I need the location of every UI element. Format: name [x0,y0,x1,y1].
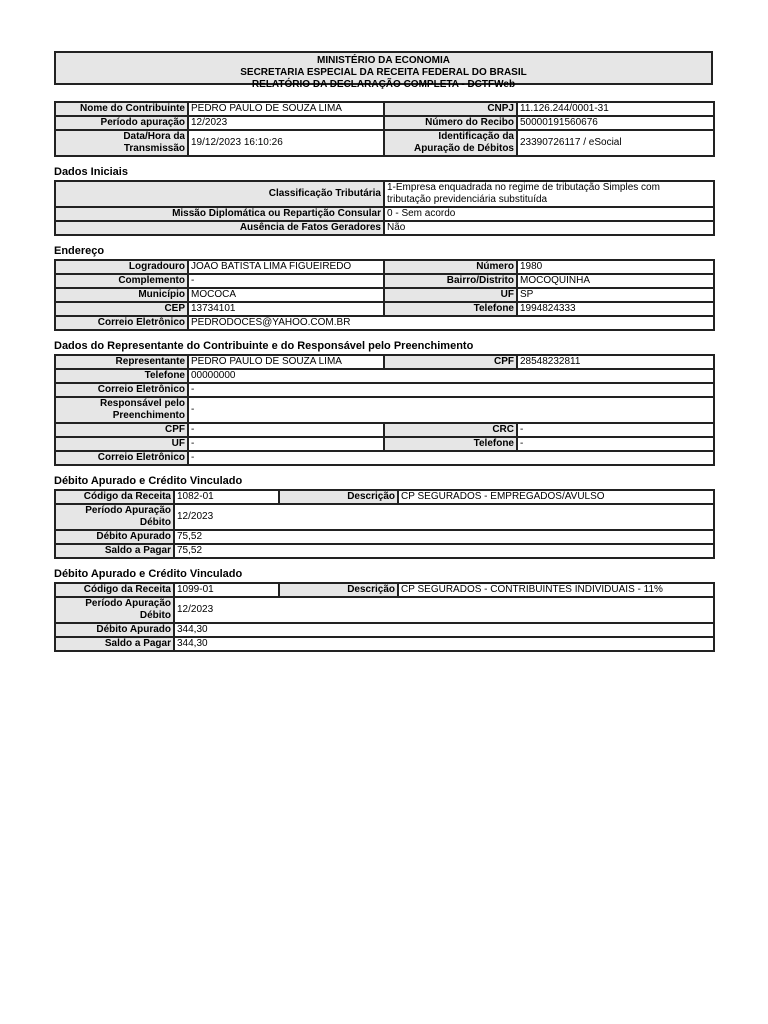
descricao-label: Descrição [279,490,398,504]
periodo-value: 12/2023 [188,116,384,130]
resp-uf-label: UF [55,437,188,451]
debito-2-table [54,582,715,652]
resp-email-value: - [188,451,714,465]
descricao-value: CP SEGURADOS - EMPREGADOS/AVULSO [398,490,714,504]
numero-value: 1980 [517,260,714,274]
resp-cpf-label: CPF [55,423,188,437]
header-ministry: MINISTÉRIO DA ECONOMIA [317,55,450,66]
cnpj-value: 11.126.244/0001-31 [517,102,714,116]
classificacao-label: Classificação Tributária [55,181,384,207]
email-label: Correio Eletrônico [55,316,188,330]
ausencia-label: Ausência de Fatos Geradores [55,221,384,235]
responsavel-label: Responsável pelo Preenchimento [55,397,188,423]
cep-label: CEP [55,302,188,316]
bairro-label: Bairro/Distrito [384,274,517,288]
contribuinte-table [54,101,715,157]
codigo-value: 1082-01 [174,490,279,504]
codigo-label: Código da Receita [55,490,174,504]
rep-email-value: - [188,383,714,397]
crc-value: - [517,423,714,437]
debito-apurado-value: 344,30 [174,623,714,637]
codigo-value: 1099-01 [174,583,279,597]
bairro-value: MOCOQUINHA [517,274,714,288]
periodo-debito-label: Período Apuração Débito [55,504,174,530]
periodo-label: Período apuração [55,116,188,130]
resp-uf-value: - [188,437,384,451]
uf-value: SP [517,288,714,302]
saldo-value: 75,52 [174,544,714,558]
cnpj-label: CNPJ [384,102,517,116]
header-report-title: RELATÓRIO DA DECLARAÇÃO COMPLETA - DCTFWeb [251,79,516,90]
municipio-value: MOCOCA [188,288,384,302]
telefone-label: Telefone [384,302,517,316]
debito-apurado-value: 75,52 [174,530,714,544]
nome-label: Nome do Contribuinte [55,102,188,116]
endereco-title: Endereço [54,245,105,257]
rep-telefone-value: 00000000 [188,369,714,383]
municipio-label: Município [55,288,188,302]
resp-telefone-value: - [517,437,714,451]
identificacao-label: Identificação da Apuração de Débitos [384,130,517,156]
debito-1-title: Débito Apurado e Crédito Vinculado [54,475,243,487]
representante-value: PEDRO PAULO DE SOUZA LIMA [188,355,384,369]
periodo-debito-value: 12/2023 [174,597,714,623]
email-value: PEDRODOCES@YAHOO.COM.BR [188,316,714,330]
missao-label: Missão Diplomática ou Repartição Consular [55,207,384,221]
resp-telefone-label: Telefone [384,437,517,451]
debito-apurado-label: Débito Apurado [55,530,174,544]
uf-label: UF [384,288,517,302]
complemento-label: Complemento [55,274,188,288]
missao-value: 0 - Sem acordo [384,207,714,221]
representante-table [54,354,715,466]
rep-cpf-label: CPF [384,355,517,369]
debito-1-table [54,489,715,559]
saldo-value: 344,30 [174,637,714,651]
rep-cpf-value: 28548232811 [517,355,714,369]
report-page [54,51,713,652]
recibo-value: 50000191560676 [517,116,714,130]
recibo-label: Número do Recibo [384,116,517,130]
codigo-label: Código da Receita [55,583,174,597]
data-transmissao-value: 19/12/2023 16:10:26 [188,130,384,156]
complemento-value: - [188,274,384,288]
report-header [54,51,713,90]
cep-value: 13734101 [188,302,384,316]
telefone-value: 1994824333 [517,302,714,316]
rep-telefone-label: Telefone [55,369,188,383]
periodo-debito-value: 12/2023 [174,504,714,530]
resp-email-label: Correio Eletrônico [55,451,188,465]
representante-label: Representante [55,355,188,369]
nome-value: PEDRO PAULO DE SOUZA LIMA [188,102,384,116]
ausencia-value: Não [384,221,714,235]
endereco-table [54,259,715,331]
dados-iniciais-title: Dados Iniciais [54,166,128,178]
saldo-label: Saldo a Pagar [55,544,174,558]
classificacao-value: 1-Empresa enquadrada no regime de tributação Simples com tributação previdenciária substituída [384,181,714,207]
responsavel-value: - [188,397,714,423]
descricao-label: Descrição [279,583,398,597]
representante-title: Dados do Representante do Contribuinte e do Responsável pelo Preenchimento [54,340,474,352]
saldo-label: Saldo a Pagar [55,637,174,651]
debito-apurado-label: Débito Apurado [55,623,174,637]
periodo-debito-label: Período Apuração Débito [55,597,174,623]
header-secretariat: SECRETARIA ESPECIAL DA RECEITA FEDERAL DO BRASIL [240,67,527,78]
logradouro-value: JOAO BATISTA LIMA FIGUEIREDO [188,260,384,274]
resp-cpf-value: - [188,423,384,437]
debito-2-title: Débito Apurado e Crédito Vinculado [54,568,243,580]
logradouro-label: Logradouro [55,260,188,274]
numero-label: Número [384,260,517,274]
data-transmissao-label: Data/Hora da Transmissão [55,130,188,156]
descricao-value: CP SEGURADOS - CONTRIBUINTES INDIVIDUAIS - 11% [398,583,714,597]
rep-email-label: Correio Eletrônico [55,383,188,397]
identificacao-value: 23390726117 / eSocial [517,130,714,156]
crc-label: CRC [384,423,517,437]
dados-iniciais-table [54,180,715,236]
